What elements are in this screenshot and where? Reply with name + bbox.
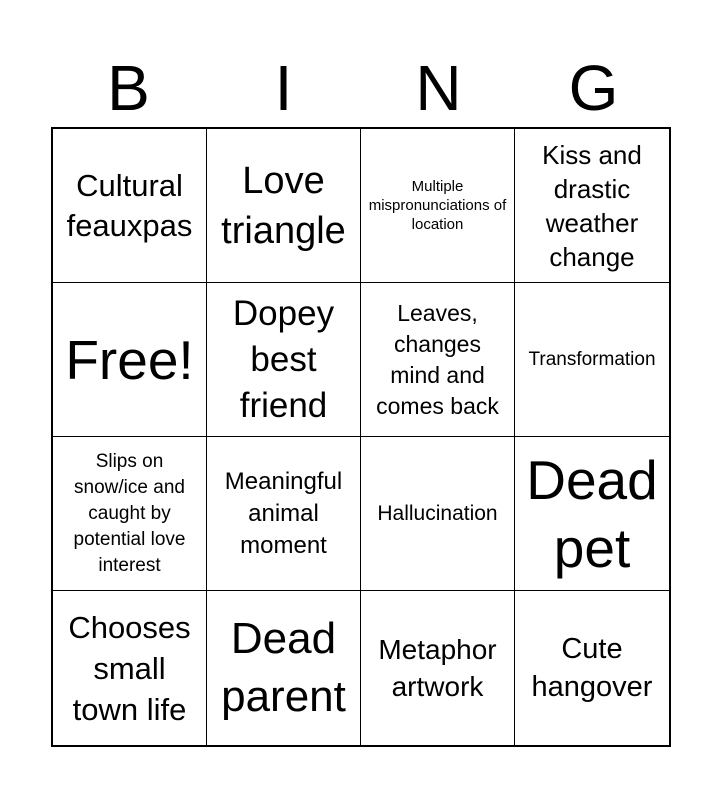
cell-text: Leaves, changes mind and comes back [376, 299, 499, 419]
cell-text: Dead parent [221, 614, 346, 721]
cell-text: Kiss and drastic weather change [542, 139, 642, 272]
bingo-cell-r4c3[interactable] [361, 591, 515, 745]
bingo-cell-r1c3[interactable] [361, 129, 515, 283]
cell-text: Cute hangover [531, 633, 653, 703]
bingo-board [51, 127, 671, 747]
bingo-cell-r3c3[interactable] [361, 437, 515, 591]
bingo-header [51, 52, 671, 124]
cell-text: Dopey best friend [232, 293, 335, 425]
header-letter-i: I [274, 52, 293, 124]
cell-text: Free! [65, 328, 194, 391]
bingo-cell-r3c2[interactable] [207, 437, 361, 591]
cell-text: Multiple mispronunciations of location [368, 178, 507, 233]
bingo-cell-r4c1[interactable] [53, 591, 207, 745]
header-letter-g: G [568, 52, 619, 124]
cell-text: Dead pet [526, 448, 658, 579]
cell-text: Cultural feauxpas [66, 167, 193, 243]
bingo-cell-r2c2[interactable] [207, 283, 361, 437]
bingo-cell-r2c4[interactable] [515, 283, 669, 437]
bingo-cell-r3c4[interactable] [515, 437, 669, 591]
bingo-cell-r1c1[interactable] [53, 129, 207, 283]
bingo-cell-r4c2[interactable] [207, 591, 361, 745]
cell-text: Metaphor artwork [378, 634, 497, 702]
bingo-cell-r1c2[interactable] [207, 129, 361, 283]
bingo-cell-r4c4[interactable] [515, 591, 669, 745]
cell-text: Hallucination [377, 501, 498, 525]
bingo-cell-r2c3[interactable] [361, 283, 515, 437]
cell-text: Chooses small town life [68, 609, 191, 727]
bingo-cell-r1c4[interactable] [515, 129, 669, 283]
cell-text: Meaningful animal moment [224, 467, 343, 559]
cell-text: Love triangle [221, 159, 346, 252]
cell-text: Slips on snow/ice and caught by potential love interest [73, 450, 186, 576]
bingo-cell-r2c1[interactable] [53, 283, 207, 437]
cell-text: Transformation [528, 348, 656, 370]
bingo-cell-r3c1[interactable] [53, 437, 207, 591]
header-letter-n: N [415, 52, 462, 124]
header-letter-b: B [107, 52, 150, 124]
